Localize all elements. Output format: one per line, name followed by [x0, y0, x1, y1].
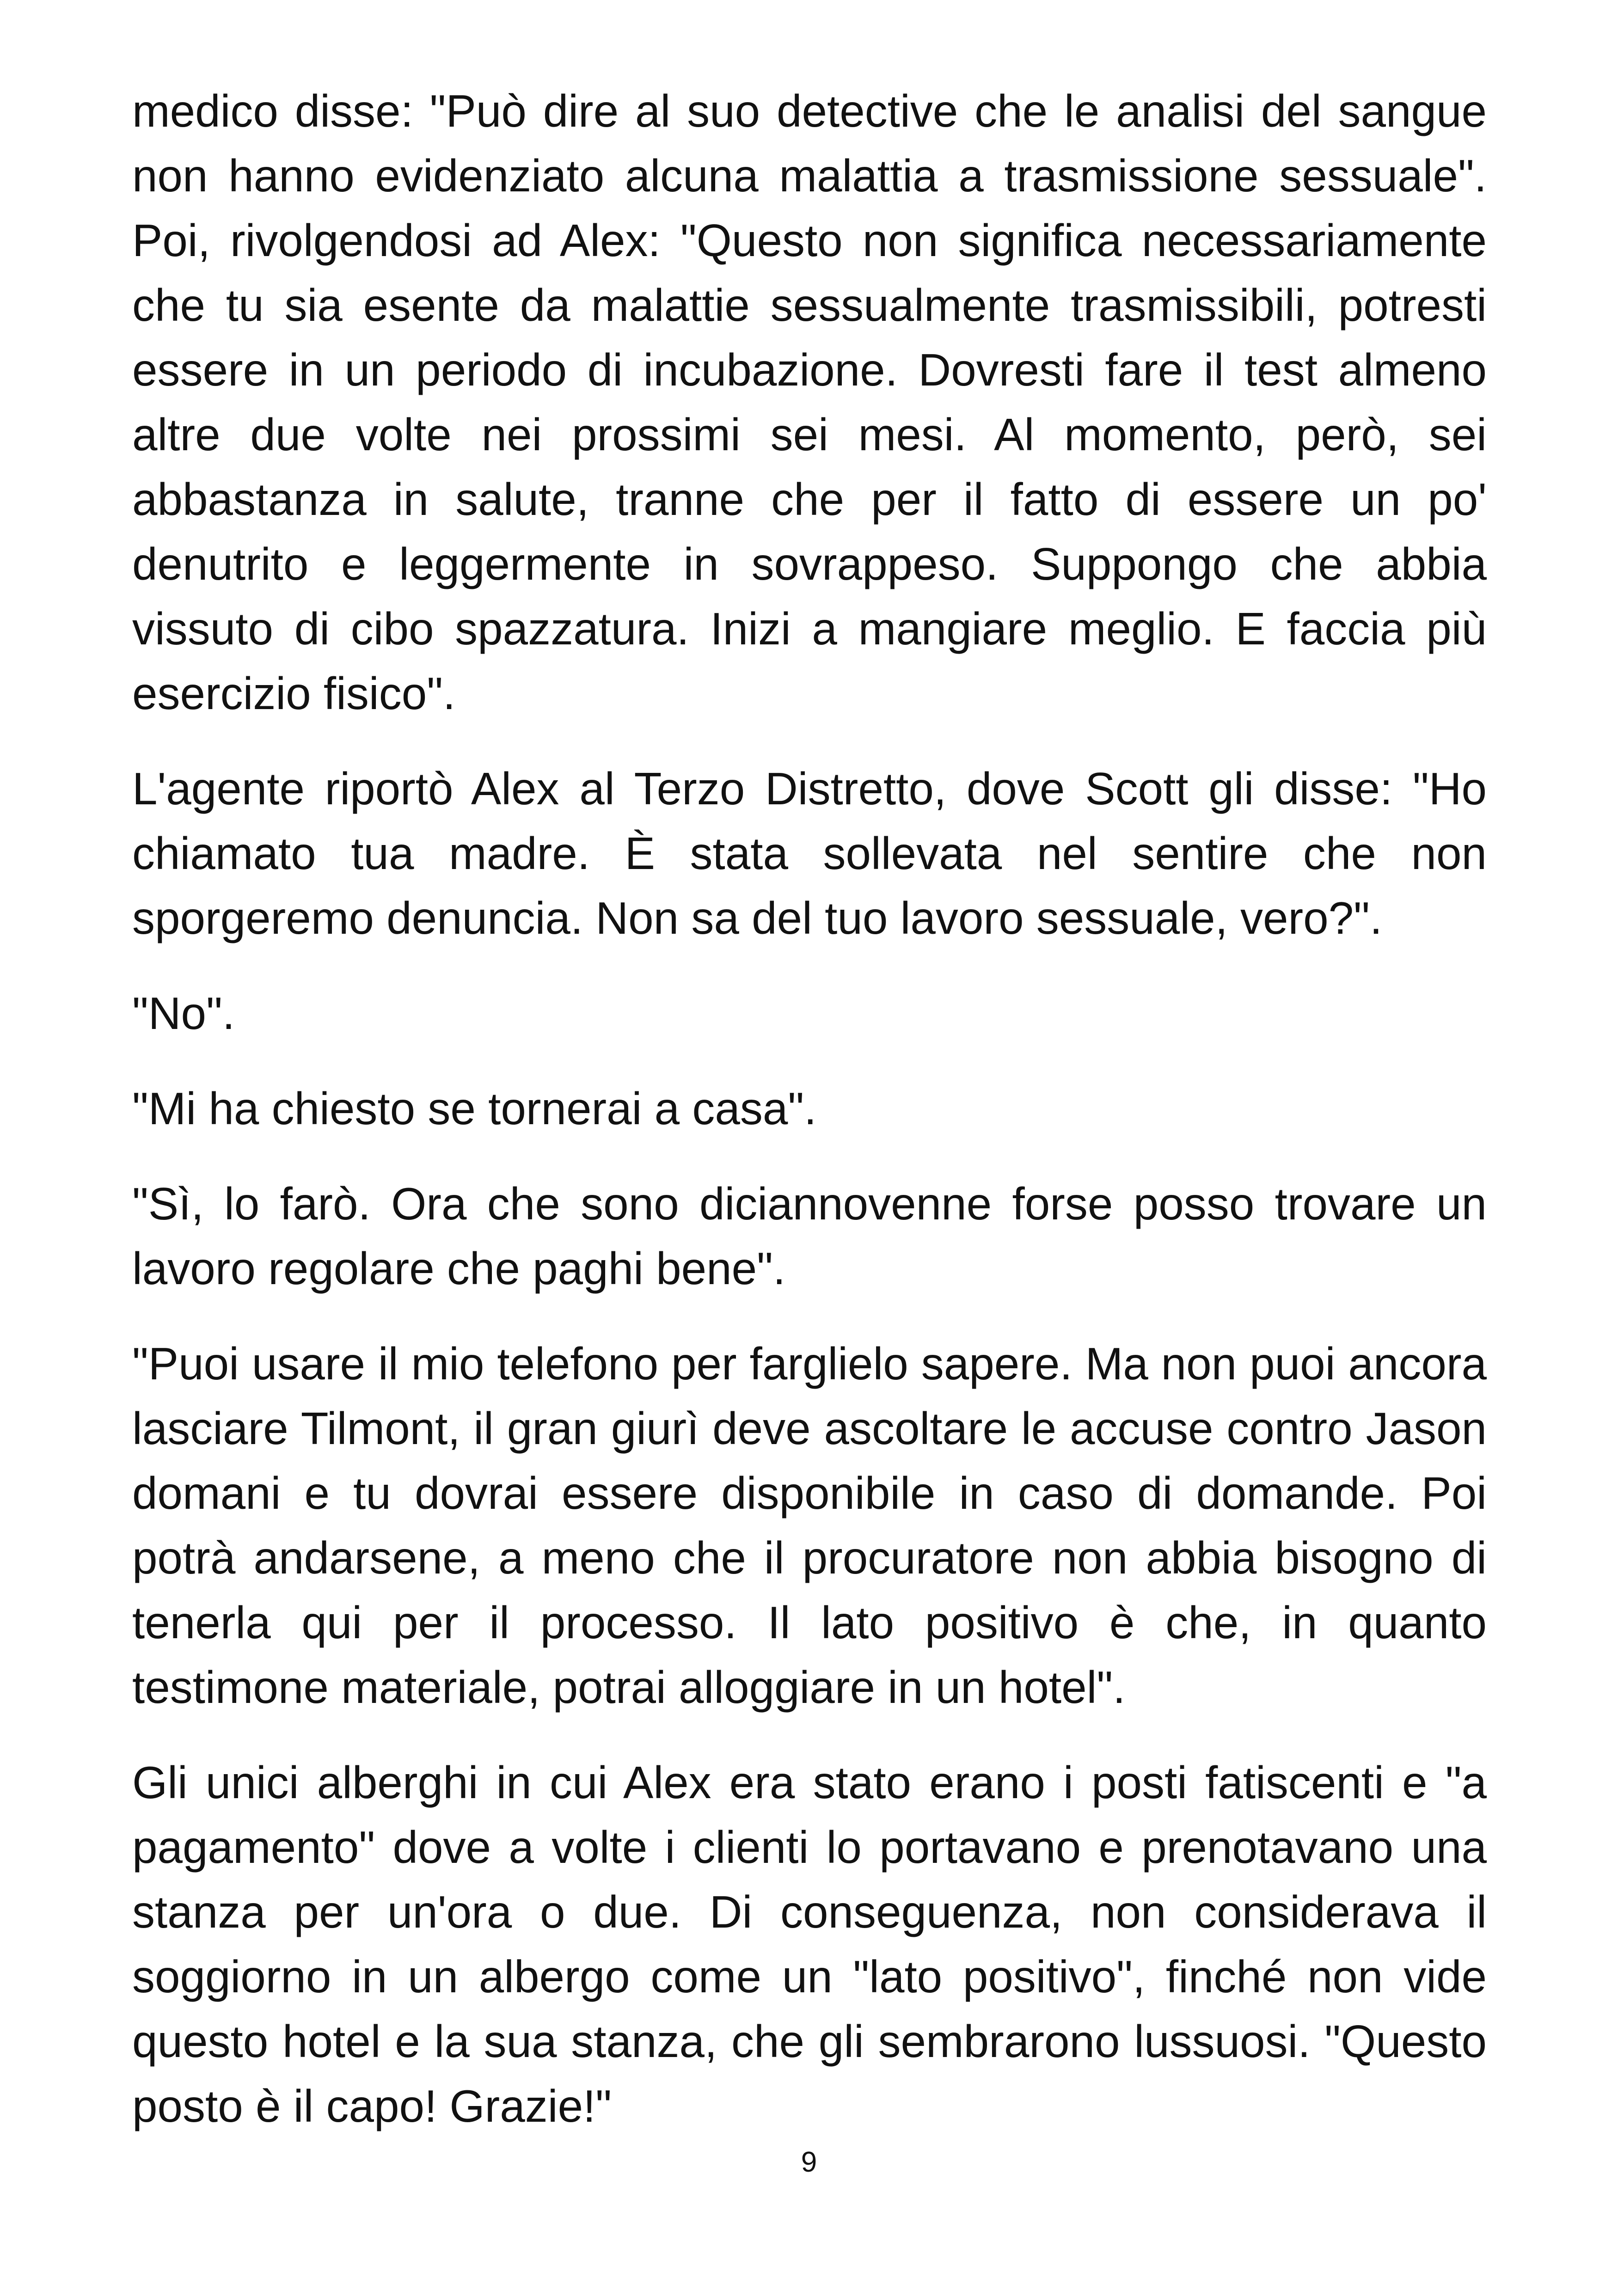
paragraph: L'agente riportò Alex al Terzo Distretto, dove Scott gli disse: "Ho chiamato tua madre. È stata sollevata nel sentire che non sporgeremo denuncia. Non sa del tuo lavoro sessuale, vero?". [132, 763, 1487, 943]
paragraph: medico disse: "Può dire al suo detective che le analisi del sangue non hanno evidenziato alcuna malattia a trasmissione sessuale". Poi, rivolgendosi ad Alex: "Questo non significa necessariamente che tu sia esente da malattie sessualmente trasmissibili, potresti essere in un periodo di incubazione. Dovresti fare il test almeno altre due volte nei prossimi sei mesi. Al momento, però, sei abbastanza in salute, tranne che per il fatto di essere un po' denutrito e leggermente in sovrappeso. Suppongo che abbia vissuto di cibo spazzatura. Inizi a mangiare meglio. E faccia più esercizio fisico". [132, 86, 1487, 719]
page-number: 9 [801, 2146, 817, 2178]
page-body [132, 79, 1487, 2169]
paragraph: "Mi ha chiesto se tornerai a casa". [132, 1083, 817, 1134]
paragraph: "No". [132, 988, 235, 1039]
paragraph: Gli unici alberghi in cui Alex era stato erano i posti fatiscenti e "a pagamento" dove a volte i clienti lo portavano e prenotavano una stanza per un'ora o due. Di conseguenza, non considerava il soggiorno in un albergo come un "lato positivo", finché non vide questo hotel e la sua stanza, che gli sembrarono lussuosi. "Questo posto è il capo! Grazie!" [132, 1757, 1487, 2131]
paragraph: "Sì, lo farò. Ora che sono diciannovenne forse posso trovare un lavoro regolare che paghi bene". [132, 1178, 1487, 1294]
paragraph: "Puoi usare il mio telefono per farglielo sapere. Ma non puoi ancora lasciare Tilmont, il gran giurì deve ascoltare le accuse contro Jason domani e tu dovrai essere disponibile in caso di domande. Poi potrà andarsene, a meno che il procuratore non abbia bisogno di tenerla qui per il processo. Il lato positivo è che, in quanto testimone materiale, potrai alloggiare in un hotel". [132, 1338, 1487, 1713]
